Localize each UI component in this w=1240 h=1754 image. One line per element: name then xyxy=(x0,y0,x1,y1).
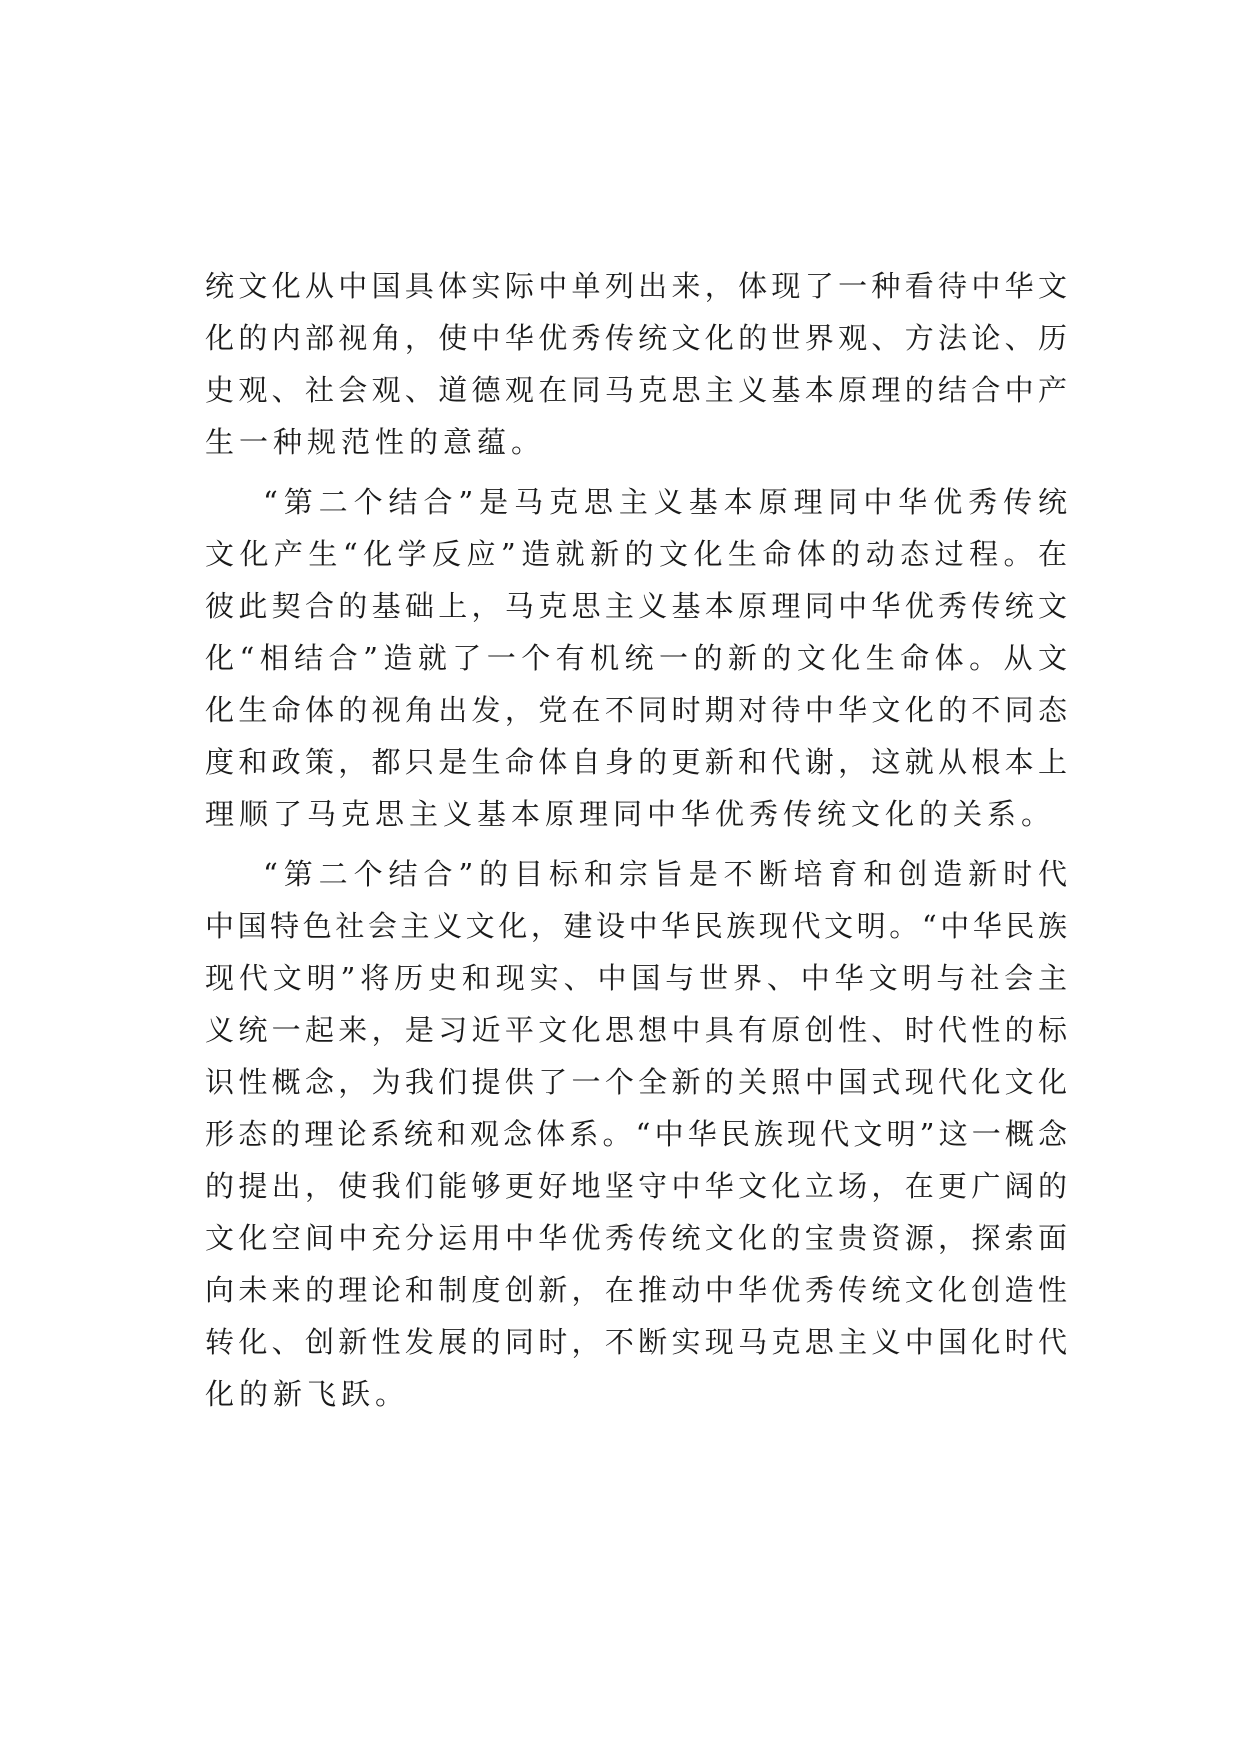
body-text xyxy=(205,260,1067,1420)
text-line: “第二个结合”的目标和宗旨是不断培育和创造新时代 xyxy=(263,857,1067,891)
text-line: 度和政策，都只是生命体自身的更新和代谢，这就从根本上 xyxy=(205,745,1067,779)
text-line: 彼此契合的基础上，马克思主义基本原理同中华优秀传统文 xyxy=(205,589,1067,623)
text-line: 的提出，使我们能够更好地坚守中华文化立场，在更广阔的 xyxy=(205,1169,1067,1203)
text-line: 史观、社会观、道德观在同马克思主义基本原理的结合中产 xyxy=(205,373,1067,407)
text-line: 化的内部视角，使中华优秀传统文化的世界观、方法论、历 xyxy=(205,321,1067,355)
text-line: 文化产生“化学反应”造就新的文化生命体的动态过程。在 xyxy=(205,537,1067,571)
paragraph xyxy=(205,476,1067,840)
text-line: 化生命体的视角出发，党在不同时期对待中华文化的不同态 xyxy=(205,693,1067,727)
text-line: 生一种规范性的意蕴。 xyxy=(205,425,546,459)
text-line: 中国特色社会主义文化，建设中华民族现代文明。“中华民族 xyxy=(205,909,1067,943)
text-line: 识性概念，为我们提供了一个全新的关照中国式现代化文化 xyxy=(205,1065,1067,1099)
paragraph xyxy=(205,848,1067,1420)
text-line: 化“相结合”造就了一个有机统一的新的文化生命体。从文 xyxy=(205,641,1067,675)
text-line: 义统一起来，是习近平文化思想中具有原创性、时代性的标 xyxy=(205,1013,1067,1047)
text-line: 向未来的理论和制度创新，在推动中华优秀传统文化创造性 xyxy=(205,1273,1067,1307)
text-line: 转化、创新性发展的同时，不断实现马克思主义中国化时代 xyxy=(205,1325,1067,1359)
text-line: 化的新飞跃。 xyxy=(205,1377,410,1411)
text-line: 形态的理论系统和观念体系。“中华民族现代文明”这一概念 xyxy=(205,1117,1067,1151)
text-line: 统文化从中国具体实际中单列出来，体现了一种看待中华文 xyxy=(205,269,1067,303)
text-line: “第二个结合”是马克思主义基本原理同中华优秀传统 xyxy=(263,485,1067,519)
text-line: 理顺了马克思主义基本原理同中华优秀传统文化的关系。 xyxy=(205,797,1056,831)
paragraph xyxy=(205,260,1067,468)
text-line: 现代文明”将历史和现实、中国与世界、中华文明与社会主 xyxy=(205,961,1067,995)
text-line: 文化空间中充分运用中华优秀传统文化的宝贵资源，探索面 xyxy=(205,1221,1067,1255)
